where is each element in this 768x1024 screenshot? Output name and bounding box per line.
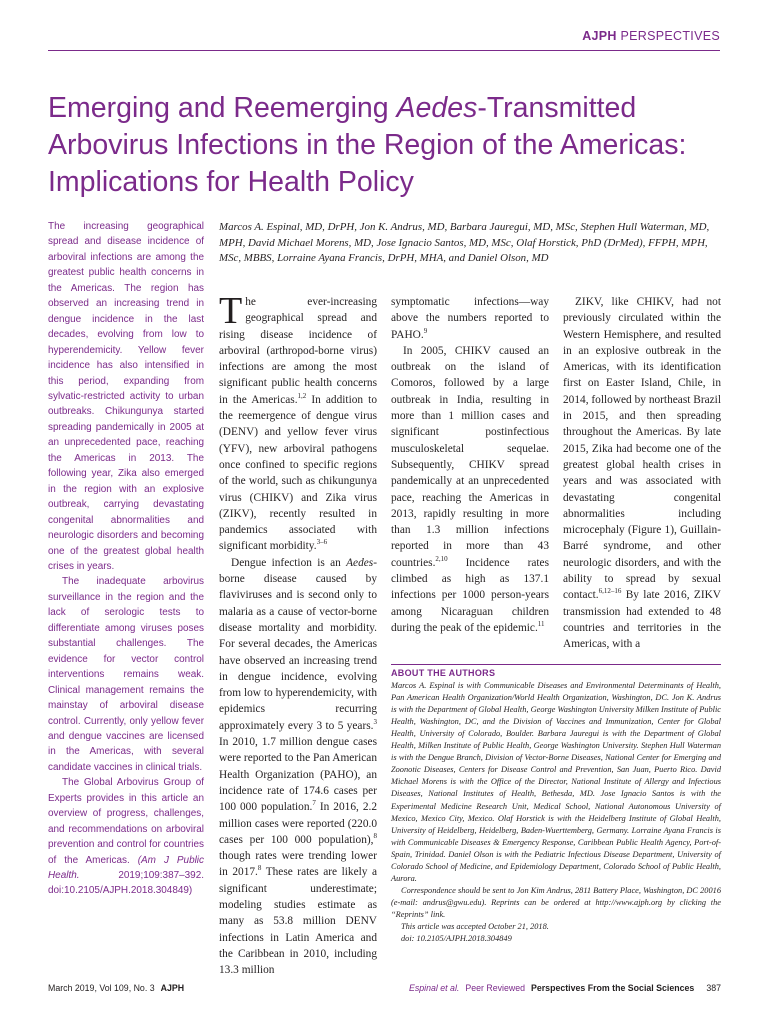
body-text: In 2010, 1.7 million dengue cases were reported to the Pan American Health Organization (PAHO), an incidence rate of 174.6 cases per 100 000 population. (219, 736, 377, 814)
citation-ref: 8 (373, 832, 377, 841)
journal-name: AJPH (582, 29, 617, 43)
body-column-2 (391, 294, 549, 636)
body-column-3 (563, 294, 721, 653)
body-text: Incidence rates climbed as high as 137.1 infections per 1000 person-years among Nicaraguan children during the peak of the epidemic. (391, 556, 549, 634)
citation-ref: 2,10 (435, 554, 448, 563)
section-name: PERSPECTIVES (620, 29, 720, 43)
title-italic: Aedes (396, 92, 478, 124)
body-text: By late 2016, ZIKV transmission had extended to 48 countries and territories in the Americas, with a (563, 589, 721, 651)
abstract-paragraph-3-text: The Global Arbovirus Group of Experts provides in this article an overview of progress, challenges, and recommendations on arboviral prevention and control for countries of the Americas. (48, 777, 204, 866)
body-paragraph-3 (391, 294, 549, 343)
body-paragraph-2 (219, 555, 377, 979)
body-paragraph-1 (219, 290, 377, 555)
body-text: he ever-increasing geographical spread and rising disease incidence of arboviral (arthropod-borne virus) infections are among the most significant public health concerns in the Americas. (219, 296, 377, 406)
running-header (582, 29, 720, 43)
citation-ref: 9 (423, 326, 428, 335)
citation-details: 2019;109:387–392. doi:10.2105/AJPH.2018.304849) (48, 870, 204, 897)
citation-ref: 1,2 (297, 392, 307, 400)
citation-ref: 6,12–16 (598, 587, 622, 596)
body-text: symptomatic infections—way above the numbers reported to PAHO. (391, 296, 549, 341)
body-text: though rates were trending lower in 2017. (219, 850, 377, 879)
body-italic: Aedes (346, 556, 374, 569)
footer-author: Espinal et al. (408, 983, 460, 993)
body-text: ZIKV, like CHIKV, had not previously circulated within the Western Hemisphere, and resulted in an explosive outbreak in the Americas, with its identification first on Easter Island, Chile, in 2014, followed by northeast Brazil in 2015, and then spreading throughout the Americas. By late 2015, Zika had become one of the greatest global health crises in years and was associated with devastating congenital abnormalities including microcephaly (Figure 1), Guillain-Barré syndrome, and other neurologic disorders, and with the ability to spread by sexual contact. (563, 296, 721, 602)
body-text: -borne disease caused by flaviviruses and is second only to malaria as a cause of vector-borne disease mortality and morbidity. For several decades, the Americas have observed an increasing trend in dengue incidence, evolving from low to hyperendemicity, with epidemics recurring approximately every 3 to 5 years. (219, 556, 377, 732)
about-the-authors (391, 667, 721, 945)
citation-journal: (Am J Public Health. (48, 854, 204, 882)
citation-ref: 3 (373, 717, 377, 726)
correspondence: Correspondence should be sent to Jon Kim Andrus, 2811 Battery Place, Washington, DC 20016 (e-mail: andrus@gwu.edu). Reprints can be ordered at http://www.ajph.org by clicking the “Reprints” link. (391, 885, 721, 919)
footer-review: Peer Reviewed (465, 983, 525, 993)
accepted-date: This article was accepted October 21, 2018. (401, 921, 549, 931)
title-part2: -Transmitted Arbovirus Infections in the Region of the Americas: Implications for Health Policy (48, 92, 687, 198)
drop-cap: T (219, 290, 243, 332)
footer-info (409, 983, 721, 993)
about-rule (391, 664, 721, 665)
page-number: 387 (706, 983, 721, 993)
citation-ref: 8 (257, 864, 262, 873)
abstract-paragraph-1: The increasing geographical spread and disease incidence of arboviral infections are among the greatest public health concerns in the Americas. The region has observed an increasing trend in dengue incidence in the last decades, evolving from low to hyperendemicity. Yellow fever incidence has also intensified in this period, expanding from sylvatic-restricted activity to urban outbreaks. Chikungunya started spreading pandemically in 2005 at an unprecedented pace, reaching the Americas in 2013. The following year, Zika also emerged in the region with an explosive outbreak, carrying devastating congenital abnormalities and neurologic disorders and becoming one of the greatest global health crises in years. (48, 221, 204, 572)
doi: doi: 10.2105/AJPH.2018.304849 (401, 934, 512, 944)
abstract-paragraph-2: The inadequate arbovirus surveillance in the region and the lack of serologic tests to differentiate among viruses poses substantial challenges. The evidence for vector control interventions remains weak. Clinical management remains the mainstay of arboviral disease control. Currently, only yellow fever and dengue vaccines are licensed in the Americas, with several candidate vaccines in clinical trials. (48, 576, 204, 773)
body-text: These rates are likely a significant underestimate; modeling studies estimate as many as 53.8 million DENV infections in Latin America and the Caribbean in 2010, including 13.3 million (219, 866, 377, 977)
footer-issue (48, 983, 184, 993)
about-text: Marcos A. Espinal is with Communicable Diseases and Environmental Determinants of Health, Pan American Health Organization/World Health Organization, Washington, DC. Jon K. Andrus is with the Department of Global Health, George Washington University Milken Institute of Public Health, Washington, DC, and the Division of Vaccines and Immunization, Center for Global Health, University of Colorado, Boulder. Barbara Jauregui is with the Department of Global Health, Milken Institute of Public Health, George Washington University. Stephen Hull Waterman is with the Dengue Branch, Division of Vector-Borne Diseases, National Center for Emerging and Zoonotic Diseases, Centers for Disease Control and Prevention, San Juan, Puerto Rico. David Michael Morens is with the Office of the Director, National Institute of Allergy and Infectious Diseases, National Institutes of Health, Bethesda, MD. Jose Ignacio Santos is with the Experimental Medicine Research Unit, Medical School, National Autonomous University of Mexico, Mexico City, Mexico. Olaf Horstick is with the Heidelberg Institute of Global Health, University of Heidelberg, Heidelberg, Baden-Wuerttemberg, Germany. Lorraine Ayana Francis is with Communicable Diseases & Emergency Response, Caribbean Public Health Agency, Port-of-Spain, Trinidad. Daniel Olson is with the Pediatric Infectious Disease Department, University of Colorado School of Medicine, and Epidemiology Department, Colorado School of Public Health, Aurora. (391, 681, 721, 883)
citation-ref: 11 (537, 620, 545, 629)
abstract-paragraph-3 (48, 775, 204, 899)
title-part1: Emerging and Reemerging (48, 92, 397, 124)
body-text: In 2016, 2.2 million cases were reported (220.0 cases per 100 000 population), (219, 801, 377, 846)
footer-journal: AJPH (160, 983, 185, 993)
body-paragraph-4 (391, 343, 549, 636)
author-list: Marcos A. Espinal, MD, DrPH, Jon K. Andrus, MD, Barbara Jauregui, MD, MSc, Stephen Hull Waterman, MD, MPH, David Michael Morens, MD, Jose Ignacio Santos, MD, MSc, Olaf Horstick, PhD (DrMed), FFPH, MPH, MSc, MBBS, Lorraine Ayana Francis, DrPH, MHA, and Daniel Olson, MD (219, 221, 710, 264)
body-column-1 (219, 290, 377, 978)
issue-info: March 2019, Vol 109, No. 3 (48, 983, 155, 993)
body-text: In addition to the reemergence of dengue virus (DENV) and yellow fever virus (YFV), new arboviral pathogens once confined to specific regions of the world, such as chikungunya virus (CHIKV) and Zika virus (ZIKV), recently resulted in pandemics associated with significant morbidity. (219, 393, 377, 553)
body-text: Dengue infection is an (231, 556, 347, 569)
citation-ref: 3–6 (316, 538, 328, 547)
article-title (48, 90, 728, 201)
footer-section: Perspectives From the Social Sciences (531, 983, 695, 993)
about-heading: ABOUT THE AUTHORS (391, 668, 496, 678)
citation-ref: 7 (312, 799, 316, 808)
body-paragraph-5 (563, 294, 721, 653)
header-rule (48, 50, 720, 51)
abstract (48, 219, 204, 899)
body-text: In 2005, CHIKV caused an outbreak on the island of Comoros, followed by a large outbreak in India, resulting in more than 1 million cases and significant postinfectious musculoskeletal sequelae. Subsequently, CHIKV spread pandemically at an unprecedented pace, reaching the Americas in 2013, rapidly resulting in more than 1.3 million infections reported in more than 43 countries. (391, 344, 549, 569)
